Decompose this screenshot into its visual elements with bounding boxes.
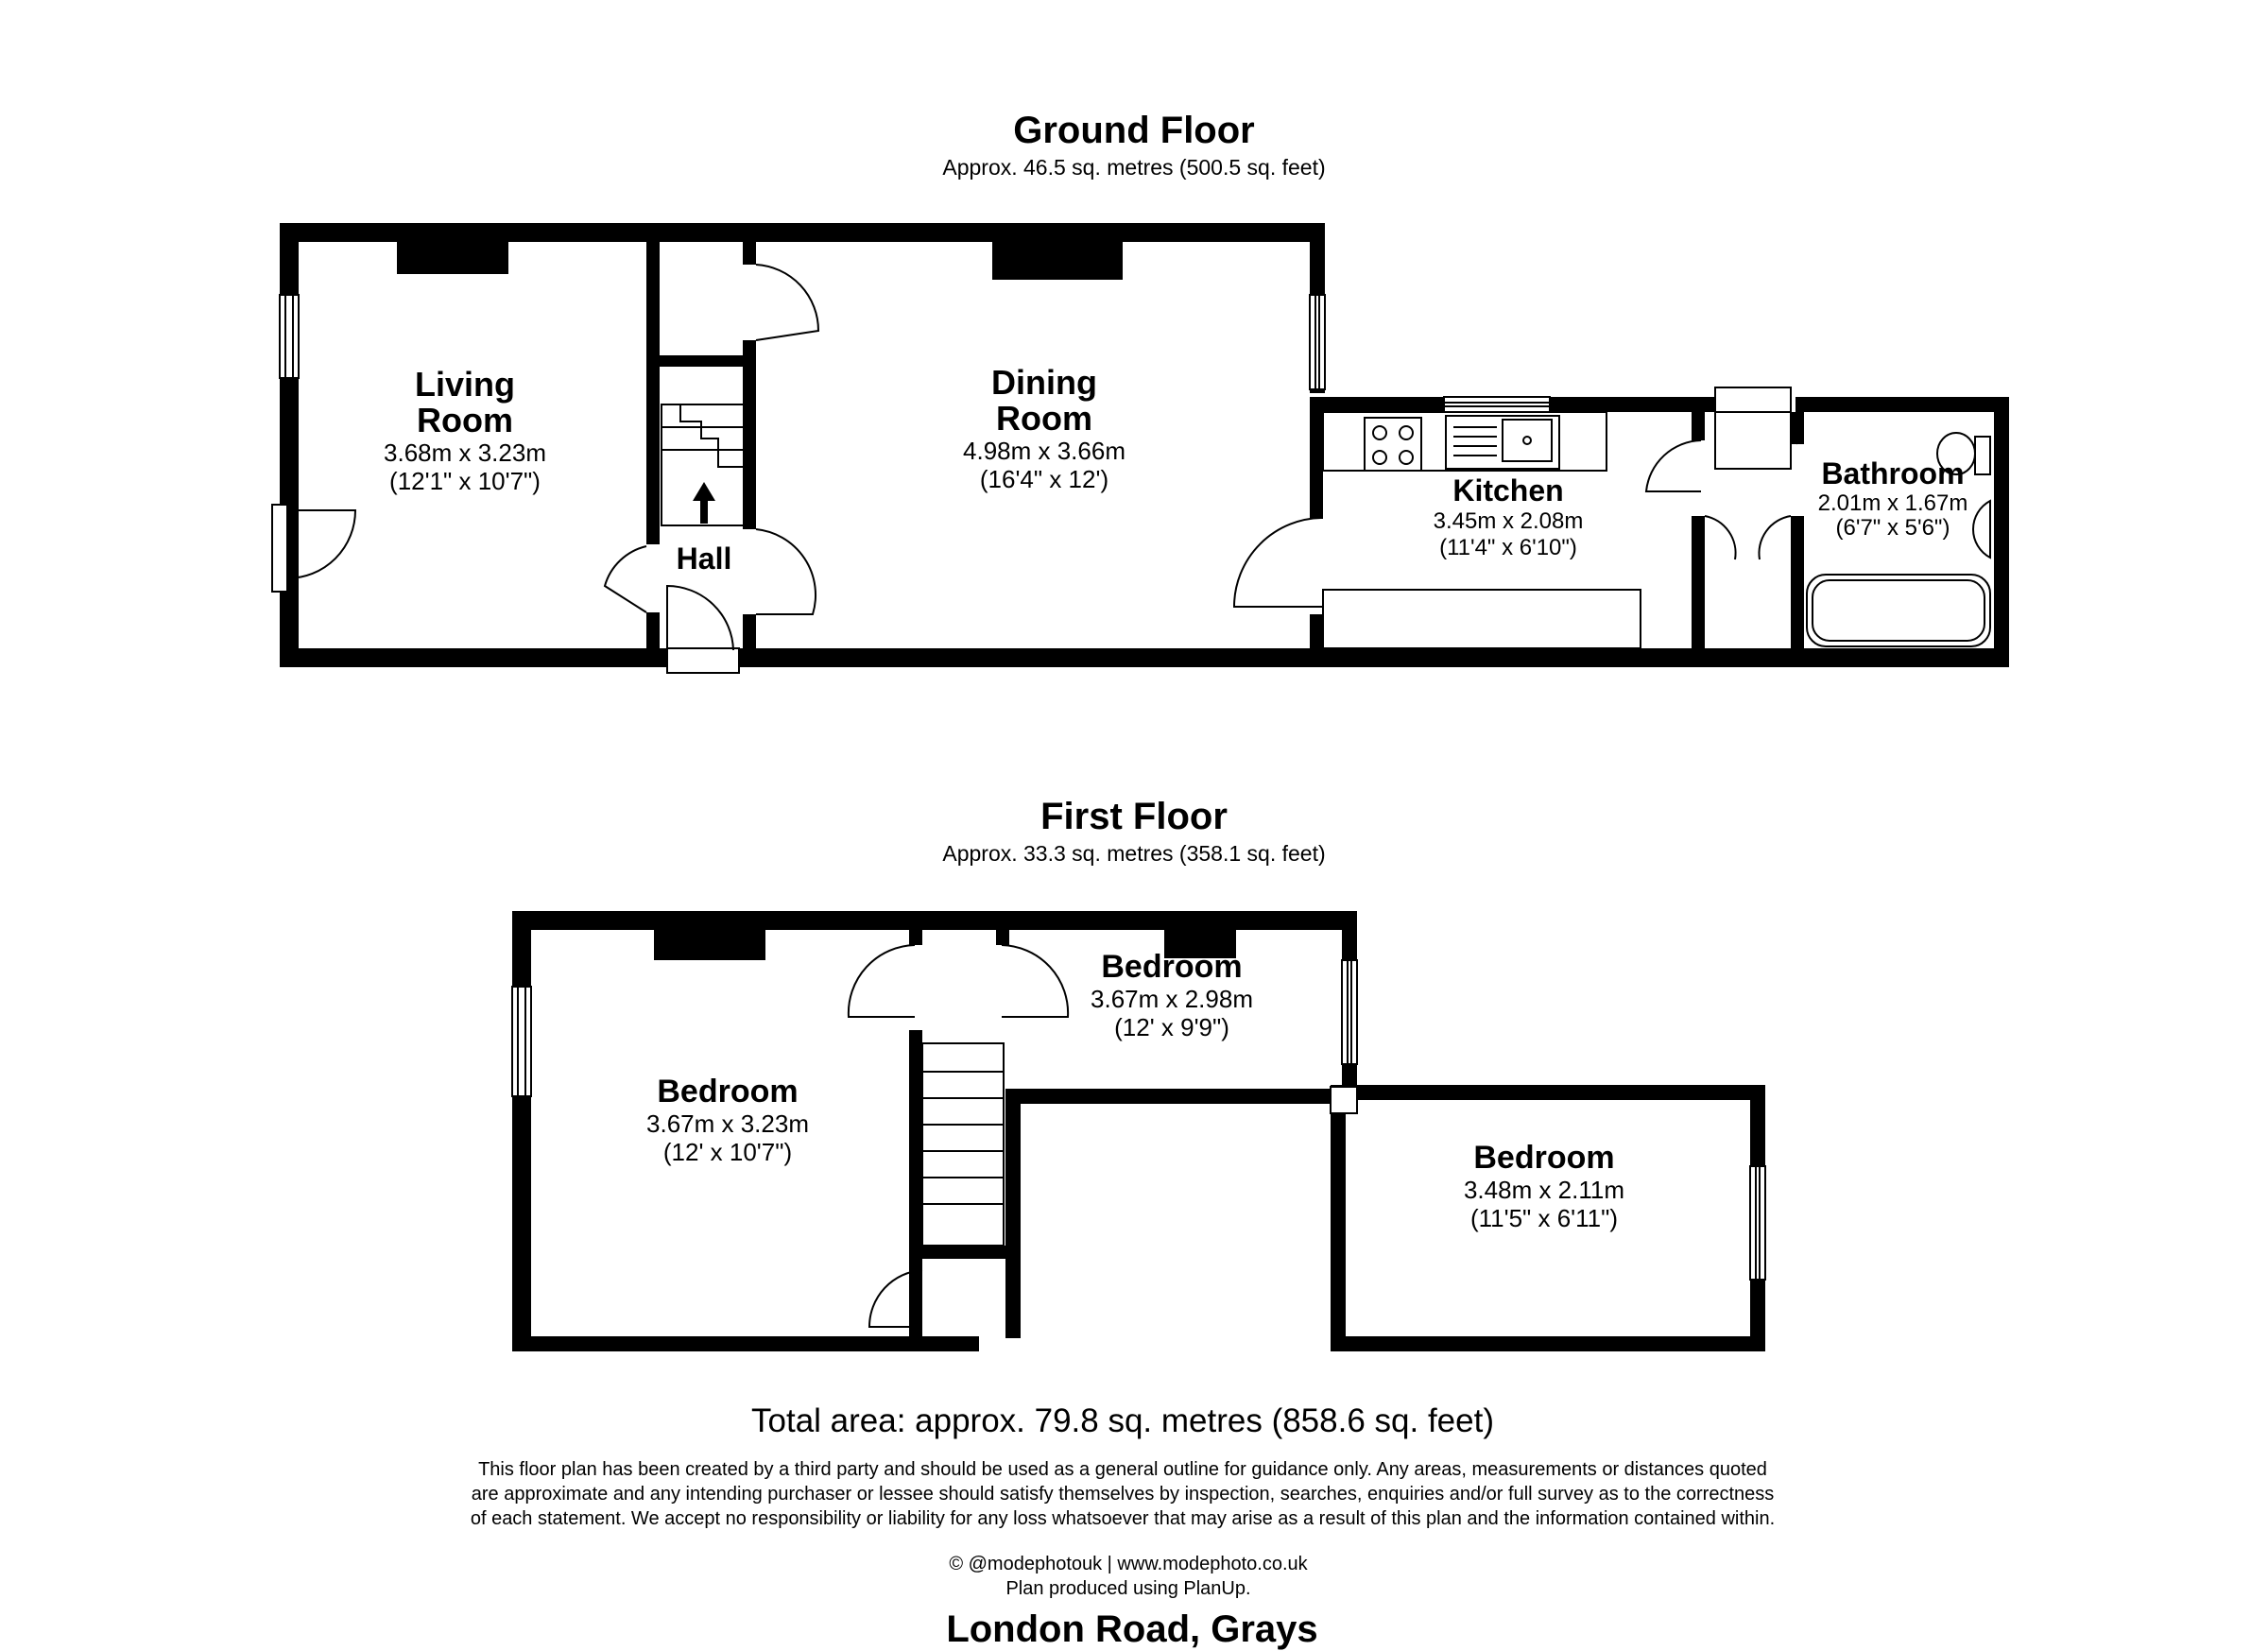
ground-floor-title: Ground Floor xyxy=(1013,110,1255,151)
wall xyxy=(1994,397,2009,667)
room-label-hall xyxy=(677,541,732,576)
ground-floor-area: Approx. 46.5 sq. metres (500.5 sq. feet) xyxy=(942,155,1326,180)
wall xyxy=(743,614,756,652)
room-label-bathroom xyxy=(1818,456,1968,541)
room-imperial: (12'1" x 10'7") xyxy=(389,467,541,495)
room-label-bedroom-3 xyxy=(1464,1140,1624,1232)
stairs-up-arrow xyxy=(693,482,715,524)
room-name: Bedroom xyxy=(657,1074,799,1109)
wall xyxy=(1331,1336,1765,1351)
wall xyxy=(512,911,1357,930)
wall xyxy=(646,612,660,650)
property-address: London Road, Grays xyxy=(946,1608,1318,1650)
room-imperial: (16'4" x 12') xyxy=(979,465,1109,493)
wall xyxy=(646,242,660,544)
room-imperial: (6'7" x 5'6") xyxy=(1835,515,1950,541)
room-name: Kitchen xyxy=(1452,473,1564,507)
wall xyxy=(739,648,2009,667)
room-name: Dining xyxy=(991,363,1097,402)
first-floor-title: First Floor xyxy=(1040,796,1228,837)
room-name: Bedroom xyxy=(1101,949,1243,985)
chimney-breast xyxy=(992,242,1123,280)
wall xyxy=(922,1246,1007,1259)
wall xyxy=(1791,516,1804,648)
room-metric: 3.67m x 3.23m xyxy=(646,1109,809,1138)
window xyxy=(1342,960,1357,1064)
room-name: Room xyxy=(416,401,513,439)
wall xyxy=(280,223,1325,242)
wall xyxy=(1692,412,1705,440)
bath xyxy=(1807,575,1990,646)
wall xyxy=(1796,397,2009,412)
total-area: Total area: approx. 79.8 sq. metres (858.6 sq. feet) xyxy=(751,1402,1494,1439)
room-name: Bathroom xyxy=(1821,456,1965,490)
disclaimer-line-1: This floor plan has been created by a third party and should be used as a general outline for guidance only. Any areas, measurements or distances quoted xyxy=(478,1459,1767,1480)
credits-line-2: Plan produced using PlanUp. xyxy=(1005,1578,1251,1599)
room-metric: 3.68m x 3.23m xyxy=(384,439,546,467)
room-label-dining xyxy=(963,365,1125,493)
room-name: Room xyxy=(995,399,1092,438)
room-label-bedroom-2 xyxy=(1091,949,1253,1041)
wall xyxy=(1005,1089,1342,1104)
room-imperial: (11'5" x 6'11") xyxy=(1469,1204,1619,1232)
window xyxy=(1310,295,1325,389)
wall xyxy=(909,1030,922,1342)
disclaimer-line-2: are approximate and any intending purchaser or lessee should satisfy themselves by inspection, searches, enquiries and/or full survey as to the correctness xyxy=(471,1484,1775,1505)
wall xyxy=(280,223,299,667)
wall xyxy=(1331,1098,1346,1351)
room-label-kitchen xyxy=(1434,473,1584,561)
wall xyxy=(1310,397,1444,412)
hob xyxy=(1365,418,1421,471)
counter xyxy=(1323,590,1641,648)
room-imperial: (12' x 9'9") xyxy=(1114,1013,1229,1041)
room-imperial: (12' x 10'7") xyxy=(662,1138,793,1166)
room-metric: 4.98m x 3.66m xyxy=(963,437,1125,465)
credits-line-1: © @modephotouk | www.modephoto.co.uk xyxy=(949,1554,1308,1574)
window xyxy=(1444,397,1550,412)
wall xyxy=(1550,397,1715,412)
room-metric: 3.48m x 2.11m xyxy=(1463,1176,1625,1204)
room-metric: 2.01m x 1.67m xyxy=(1817,490,1968,516)
window xyxy=(1715,387,1791,412)
wall xyxy=(909,930,922,945)
room-metric: 3.45m x 2.08m xyxy=(1433,508,1584,534)
first-floor-area: Approx. 33.3 sq. metres (358.1 sq. feet) xyxy=(942,841,1326,866)
window xyxy=(1750,1166,1765,1280)
wall xyxy=(660,355,747,367)
wall xyxy=(512,911,531,1351)
wall xyxy=(1310,614,1323,652)
room-imperial: (11'4" x 6'10") xyxy=(1439,535,1577,560)
room-name: Hall xyxy=(676,542,732,576)
room-metric: 3.67m x 2.98m xyxy=(1091,985,1253,1013)
window xyxy=(280,295,299,378)
basin xyxy=(1973,501,1990,558)
chimney-breast xyxy=(654,930,765,960)
wall xyxy=(512,1336,979,1351)
room-label-bedroom-1 xyxy=(646,1074,809,1166)
room-name: Living xyxy=(414,365,515,404)
wall xyxy=(1692,516,1705,648)
room-name: Bedroom xyxy=(1473,1140,1615,1176)
stairs xyxy=(922,1043,1004,1246)
chimney-breast xyxy=(397,242,508,274)
wall xyxy=(1331,1085,1765,1100)
wall xyxy=(996,930,1009,945)
wall xyxy=(1310,412,1323,518)
window xyxy=(512,987,531,1096)
wall xyxy=(280,648,667,667)
room-label-living xyxy=(384,367,546,495)
wall xyxy=(743,242,756,265)
disclaimer-line-3: of each statement. We accept no responsibility or liability for any loss whatsoever that may arise as a result of this plan and the information contained within. xyxy=(470,1508,1776,1529)
wall xyxy=(1005,1089,1021,1338)
